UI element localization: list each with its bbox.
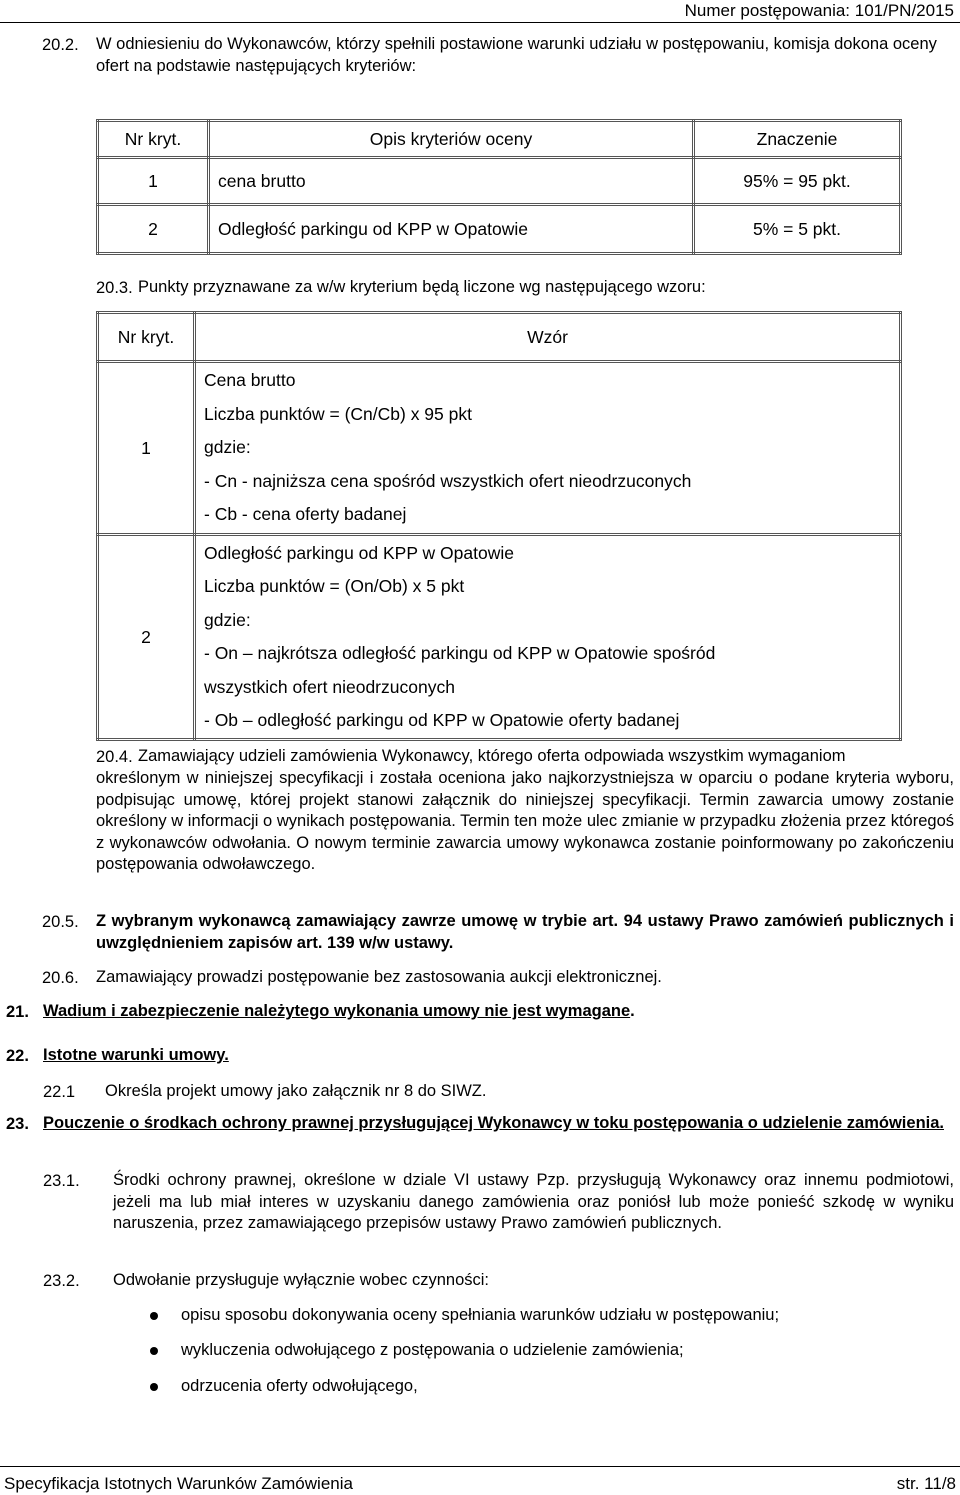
section-number-22-1: 22.1 — [43, 1083, 76, 1101]
section-22-title: Istotne warunki umowy. — [43, 1046, 229, 1064]
section-23-2-text: Odwołanie przysługuje wyłącznie wobec czynności: — [113, 1271, 490, 1289]
formula-table — [96, 311, 902, 741]
section-number-20-5: 20.5. — [42, 913, 79, 931]
section-number-21: 21. — [6, 1003, 29, 1021]
criteria-znaczenie-2: 5% = 5 pkt. — [694, 205, 901, 254]
criteria-header-opis: Opis kryteriów oceny — [209, 121, 694, 158]
section-21-dot: . — [630, 1002, 635, 1020]
table-row — [98, 205, 901, 254]
bullet-icon — [150, 1383, 158, 1391]
section-21-heading — [43, 1001, 953, 1023]
section-20-4-first-line: Zamawiający udzieli zamówienia Wykonawcy, którego oferta odpowiada wszystkim wymaganiom — [138, 747, 846, 765]
criteria-opis-2: Odległość parkingu od KPP w Opatowie — [209, 205, 694, 254]
formula-2-line: Liczba punktów = (On/Ob) x 5 pkt — [204, 576, 465, 596]
formula-nr-1: 1 — [98, 362, 195, 535]
section-22-1-text: Określa projekt umowy jako załącznik nr 8 do SIWZ. — [105, 1082, 487, 1100]
table-row — [98, 362, 901, 535]
bullet-icon — [150, 1312, 158, 1320]
section-20-5-text: Z wybranym wykonawcą zamawiający zawrze umowę w trybie art. 94 ustawy Prawo zamówień publicznych i uwzględnieniem zapisów art. 139 w/w ustawy. — [96, 912, 954, 952]
section-number-23: 23. — [6, 1115, 29, 1133]
formula-cell-2 — [195, 535, 901, 740]
footer-divider — [0, 1466, 960, 1467]
formula-2-line: Odległość parkingu od KPP w Opatowie — [204, 542, 514, 563]
formula-1-line: Cena brutto — [204, 370, 296, 391]
section-20-2-text: W odniesieniu do Wykonawców, którzy spełnili postawione warunki udziału w postępowaniu, komisja dokona oceny ofert na podstawie następujących kryteriów: — [96, 35, 937, 75]
section-number-22: 22. — [6, 1047, 29, 1065]
section-23-1-text: Środki ochrony prawnej, określone w dziale VI ustawy Pzp. przysługują Wykonawcy oraz innemu podmiotowi, jeżeli ma lub miał interes w uzyskaniu danego zamówienia oraz poniósł lub może ponieść szkodę w wyniku naruszenia, przez zamawiającego przepisów ustawy Prawo zamówień publicznych. — [113, 1171, 954, 1232]
section-number-20-6: 20.6. — [42, 969, 79, 987]
criteria-nr-2: 2 — [98, 205, 209, 254]
section-20-3-text: Punkty przyznawane za w/w kryterium będą liczone wg następującego wzoru: — [138, 278, 706, 296]
list-item: wykluczenia odwołującego z postępowania o udzielenie zamówienia; — [181, 1341, 684, 1359]
section-number-23-2: 23.2. — [43, 1272, 80, 1290]
criteria-header-znaczenie: Znaczenie — [694, 121, 901, 158]
header-divider — [0, 22, 960, 23]
criteria-table-header — [98, 121, 901, 158]
section-20-4-text: określonym w niniejszej specyfikacji i została oceniona jako najkorzystniejsza w oparciu o podane kryteria wyboru, podpisując umowę, której projekt stanowi załącznik do niniejszej specyfikacji. Termin zawarcia umowy zostanie określony w informacji o wynikach postępowania. Termin ten może ulec zmianie w przypadku złożenia przez któregoś z wykonawców odwołania. O nowym terminie zawarcia umowy wykonawca zostanie poinformowany po zakończeniu postępowania odwoławczego. — [96, 769, 954, 873]
section-number-20-2: 20.2. — [42, 36, 79, 54]
document-reference-number: Numer postępowania: 101/PN/2015 — [684, 1, 954, 20]
formula-2-line: gdzie: — [204, 609, 251, 630]
formula-table-header — [98, 313, 901, 362]
formula-2-line: wszystkich ofert nieodrzuconych — [204, 676, 455, 697]
criteria-header-nr: Nr kryt. — [98, 121, 209, 158]
formula-header-wzor: Wzór — [195, 313, 901, 362]
section-20-6-text: Zamawiający prowadzi postępowanie bez zastosowania aukcji elektronicznej. — [96, 968, 662, 986]
formula-1-line: gdzie: — [204, 437, 251, 458]
footer-document-title: Specyfikacja Istotnych Warunków Zamówienia — [4, 1474, 353, 1493]
bullet-icon — [150, 1347, 158, 1355]
formula-cell-1 — [195, 362, 901, 535]
list-item: odrzucenia oferty odwołującego, — [181, 1377, 418, 1395]
criteria-opis-1: cena brutto — [209, 158, 694, 205]
criteria-table — [96, 119, 902, 255]
formula-nr-2: 2 — [98, 535, 195, 740]
list-item: opisu sposobu dokonywania oceny spełniania warunków udziału w postępowaniu; — [181, 1306, 780, 1324]
formula-2-line: - Ob – odległość parkingu od KPP w Opatowie oferty badanej — [204, 710, 680, 730]
table-row — [98, 535, 901, 740]
section-number-23-1: 23.1. — [43, 1172, 80, 1190]
section-21-title: Wadium i zabezpieczenie należytego wykonania umowy nie jest wymagane — [43, 1002, 631, 1020]
formula-1-line: - Cb - cena oferty badanej — [204, 504, 407, 525]
criteria-znaczenie-1: 95% = 95 pkt. — [694, 158, 901, 205]
formula-1-line: Liczba punktów = (Cn/Cb) x 95 pkt — [204, 403, 472, 424]
criteria-nr-1: 1 — [98, 158, 209, 205]
formula-header-nr: Nr kryt. — [98, 313, 195, 362]
footer-page-number: str. 11/8 — [896, 1474, 956, 1493]
section-number-20-3: 20.3. — [96, 279, 133, 297]
section-number-20-4: 20.4. — [96, 748, 133, 766]
table-row — [98, 158, 901, 205]
section-23-title: Pouczenie o środkach ochrony prawnej przysługującej Wykonawcy w toku postępowania o udzielenie zamówienia. — [43, 1114, 944, 1132]
formula-1-line: - Cn - najniższa cena spośród wszystkich ofert nieodrzuconych — [204, 470, 692, 491]
formula-2-line: - On – najkrótsza odległość parkingu od KPP w Opatowie spośród — [204, 643, 716, 663]
